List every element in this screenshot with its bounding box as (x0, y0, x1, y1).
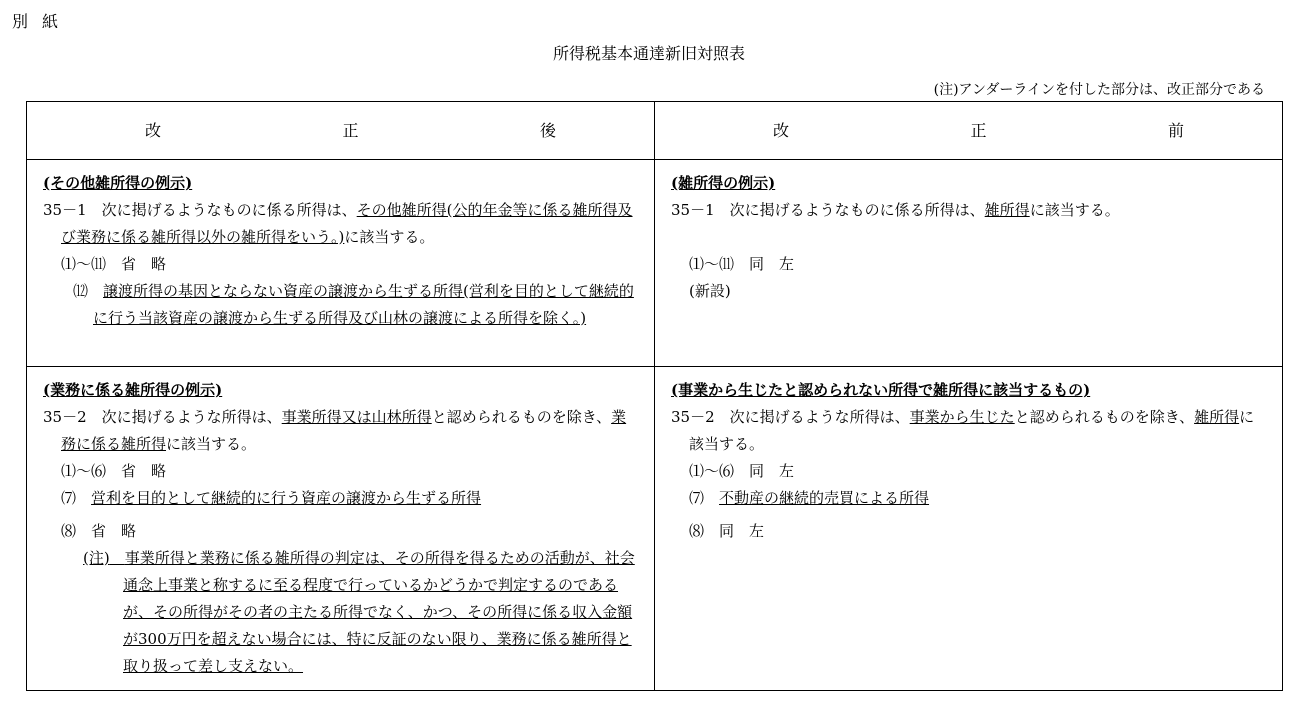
text-span: 次に掲げるようなものに係る所得は、 (101, 201, 357, 219)
cell-35-1-before (655, 160, 1283, 367)
header-after-char: 正 (342, 121, 359, 140)
item-omitted: ⑴～⑾ 省 略 (61, 255, 167, 273)
text-span: 次に掲げるようなものに係る所得は、 (729, 201, 985, 219)
item-7 (671, 485, 1268, 512)
item-number: ⑺ (61, 489, 77, 507)
text-span: に該当する。 (1029, 201, 1120, 219)
amended-text: 譲渡所得の基因とならない資産の譲渡から生ずる所得(営利を目的として継続的に行う当該資産の譲渡から生ずる所得及び山林の譲渡による所得を除く。) (93, 282, 634, 327)
note-block (43, 545, 640, 680)
cell-35-2-after (27, 367, 655, 691)
row-35-2 (27, 367, 1283, 691)
item-8: ⑻ 省 略 (61, 522, 137, 540)
cell-35-1-after (27, 160, 655, 367)
item-12 (43, 278, 640, 332)
text-span: に該当する。 (344, 228, 435, 246)
header-row (27, 102, 1283, 160)
note-text: 事業所得と業務に係る雑所得の判定は、その所得を得るための活動が、社会通念上事業と称するに至る程度で行っているかどうかで判定するのであるが、その所得がその者の主たる所得でなく、かつ、その所得に係る収入金額が300万円を超えない場合には、特に反証のない限り、業務に係る雑所得と取り扱って差し支えない。 (123, 549, 635, 675)
item-number: ⑿ (73, 282, 89, 300)
header-before-char: 前 (1167, 121, 1184, 140)
row-35-1 (27, 160, 1283, 367)
text-span: 次に掲げるような所得は、 (729, 408, 910, 426)
cell-35-2-before (655, 367, 1283, 691)
amended-text: 雑所得 (984, 201, 1030, 219)
item-new: (新設) (689, 282, 731, 300)
amended-text: 業務に係る雑所得 (61, 408, 627, 453)
paragraph-35-1-after (43, 197, 640, 251)
amended-text: 事業所得又は山林所得 (281, 408, 432, 426)
paragraph-35-2-after (43, 404, 640, 458)
item-same: ⑴～⑾ 同 左 (689, 255, 795, 273)
comparison-table (26, 101, 1283, 691)
text-span: と認められるものを除き、 (1014, 408, 1195, 426)
item-8: ⑻ 同 左 (689, 522, 765, 540)
text-span: に該当する。 (166, 435, 257, 453)
header-after-char: 改 (145, 121, 162, 140)
amended-text: その他雑所得(公的年金等に係る雑所得及び業務に係る雑所得以外の雑所得をいう。) (61, 201, 633, 246)
header-before (655, 102, 1283, 160)
note-label: (注) (83, 549, 110, 567)
attachment-label: 別紙 (12, 12, 73, 31)
paragraph-35-2-before (671, 404, 1268, 458)
article-number: 35－2 (671, 408, 715, 426)
amended-text: 事業から生じた (909, 408, 1015, 426)
underline-note: (注)アンダーラインを付した部分は、改正部分である (933, 82, 1265, 98)
header-after-char: 後 (539, 121, 556, 140)
article-number: 35－1 (671, 201, 715, 219)
item-number: ⑺ (689, 489, 705, 507)
section-heading: (業務に係る雑所得の例示) (43, 381, 223, 399)
amended-text: 不動産の継続的売買による所得 (719, 489, 930, 507)
text-span: と認められるものを除き、 (431, 408, 612, 426)
header-before-char: 正 (970, 121, 987, 140)
item-same: ⑴～⑹ 同 左 (689, 462, 795, 480)
header-after (27, 102, 655, 160)
amended-text: 雑所得 (1194, 408, 1240, 426)
section-heading: (事業から生じたと認められない所得で雑所得に該当するもの) (671, 381, 1091, 399)
text-span: 次に掲げるような所得は、 (101, 408, 282, 426)
amended-text: 営利を目的として継続的に行う資産の譲渡から生ずる所得 (91, 489, 482, 507)
paragraph-35-1-before (671, 197, 1268, 224)
article-number: 35－1 (43, 201, 87, 219)
section-heading: (その他雑所得の例示) (43, 174, 193, 192)
document-title: 所得税基本通達新旧対照表 (552, 44, 745, 63)
text-span: に該当する。 (689, 408, 1255, 453)
section-heading: (雑所得の例示) (671, 174, 776, 192)
item-omitted: ⑴～⑹ 省 略 (61, 462, 167, 480)
item-7 (43, 485, 640, 512)
header-before-char: 改 (773, 121, 790, 140)
article-number: 35－2 (43, 408, 87, 426)
